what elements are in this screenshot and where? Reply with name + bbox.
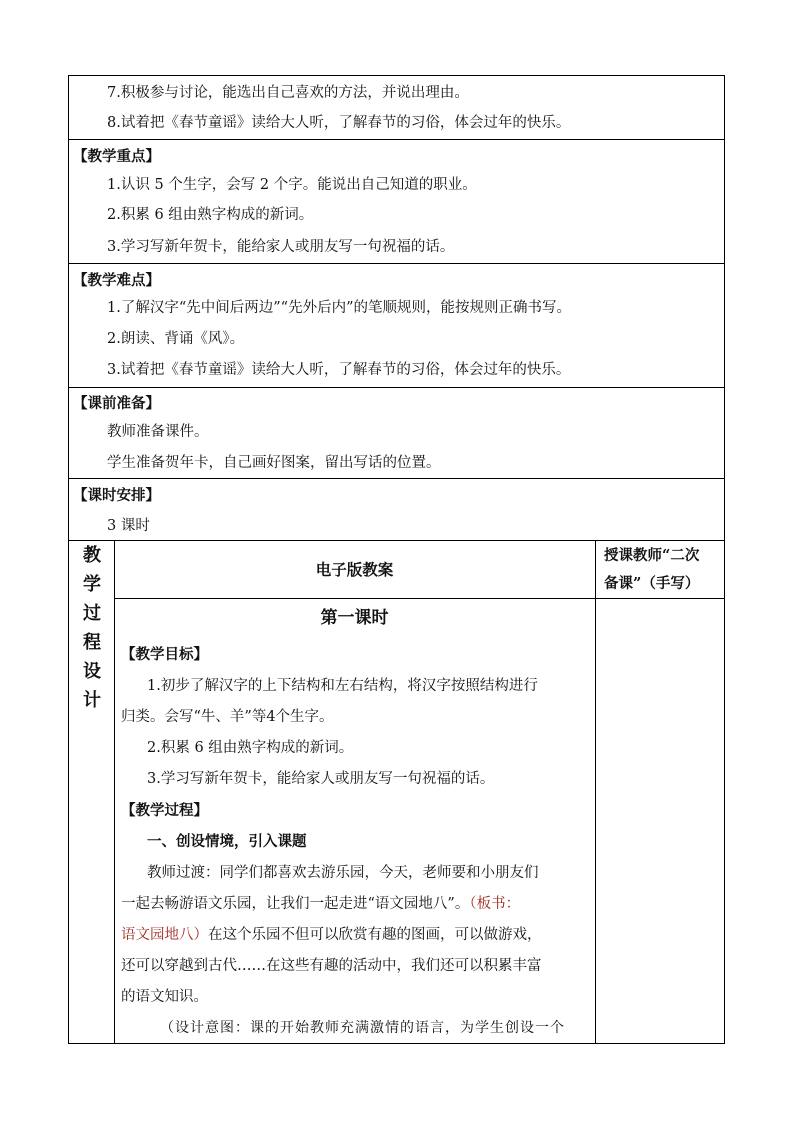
key-points-heading: 【教学重点】: [73, 148, 160, 165]
side-column-header-line2: 备课”（手写）: [604, 575, 700, 592]
difficulty-item: 2.朗读、背诵《风》。: [107, 331, 245, 347]
objective-item-7: 7.积极参与讨论，能选出自己喜欢的方法，并说出理由。: [107, 85, 469, 101]
difficulty-item: 3.试着把《春节童谣》读给大人听，了解春节的习俗，体会过年的快乐。: [107, 362, 571, 378]
side-label-char: 过: [83, 603, 101, 624]
preparation-item: 学生准备贺年卡，自己画好图案，留出写话的位置。: [107, 455, 441, 471]
header-divider: [114, 598, 725, 599]
key-point-item: 2.积累 6 组由熟字构成的新词。: [107, 207, 314, 223]
preparation-item: 教师准备课件。: [107, 424, 209, 440]
goal-item-cont: 归类。会写“牛、羊”等4个生字。: [121, 709, 334, 725]
process-heading: 【教学过程】: [121, 802, 208, 819]
objective-item-8: 8.试着把《春节童谣》读给大人听，了解春节的习俗，体会过年的快乐。: [107, 115, 571, 131]
key-point-item: 3.学习写新年贺卡，能给家人或朋友写一句祝福的话。: [107, 239, 455, 255]
row-divider: [68, 478, 725, 479]
goal-item: 2.积累 6 组由熟字构成的新词。: [147, 740, 354, 756]
side-label-char: 设: [83, 661, 101, 682]
goal-item: 1.初步了解汉字的上下结构和左右结构，将汉字按照结构进行: [147, 678, 538, 694]
schedule-value: 3 课时: [107, 518, 150, 534]
paragraph-line: 还可以穿越到古代……在这些有趣的活动中，我们还可以积累丰富: [121, 958, 542, 974]
row-divider: [68, 263, 725, 264]
side-label-char: 学: [83, 574, 101, 595]
row-divider: [68, 139, 725, 140]
schedule-heading: 【课时安排】: [73, 487, 160, 504]
difficulties-heading: 【教学难点】: [73, 272, 160, 289]
goals-heading: 【教学目标】: [121, 646, 208, 663]
paragraph-line: [121, 894, 520, 914]
lesson-title: 第一课时: [320, 608, 389, 628]
side-label-char: 程: [83, 632, 101, 653]
side-label-char: 教: [83, 545, 101, 566]
board-note: （板书：: [469, 896, 521, 912]
main-column-header: 电子版教案: [315, 560, 394, 579]
paragraph-line: [121, 925, 542, 945]
paragraph-text: 一起去畅游语文乐园，让我们一起走进“语文园地八”。: [121, 896, 470, 912]
paragraph-text: 在这个乐园不但可以欣赏有趣的图画，可以做游戏，: [208, 927, 542, 943]
side-label-char: 计: [83, 690, 101, 711]
paragraph-line: 教师过渡：同学们都喜欢去游乐园，今天，老师要和小朋友们: [147, 865, 539, 881]
row-divider: [68, 540, 725, 541]
difficulty-item: 1.了解汉字“先中间后两边”“先外后内”的笔顺规则，能按规则正确书写。: [107, 300, 571, 316]
preparation-heading: 【课前准备】: [73, 395, 160, 412]
row-divider: [68, 387, 725, 388]
board-note: 语文园地八）: [121, 927, 208, 943]
step-heading: 一、创设情境，引入课题: [147, 833, 307, 850]
side-column-header-line1: 授课教师“二次: [604, 547, 700, 564]
column-divider: [595, 540, 596, 1044]
paragraph-line: 的语文知识。: [121, 989, 208, 1005]
goal-item: 3.学习写新年贺卡，能给家人或朋友写一句祝福的话。: [147, 771, 495, 787]
key-point-item: 1.认识 5 个生字，会写 2 个字。能说出自己知道的职业。: [107, 177, 477, 193]
design-intent-line: （设计意图：课的开始教师充满激情的语言，为学生创设一个: [160, 1020, 565, 1036]
